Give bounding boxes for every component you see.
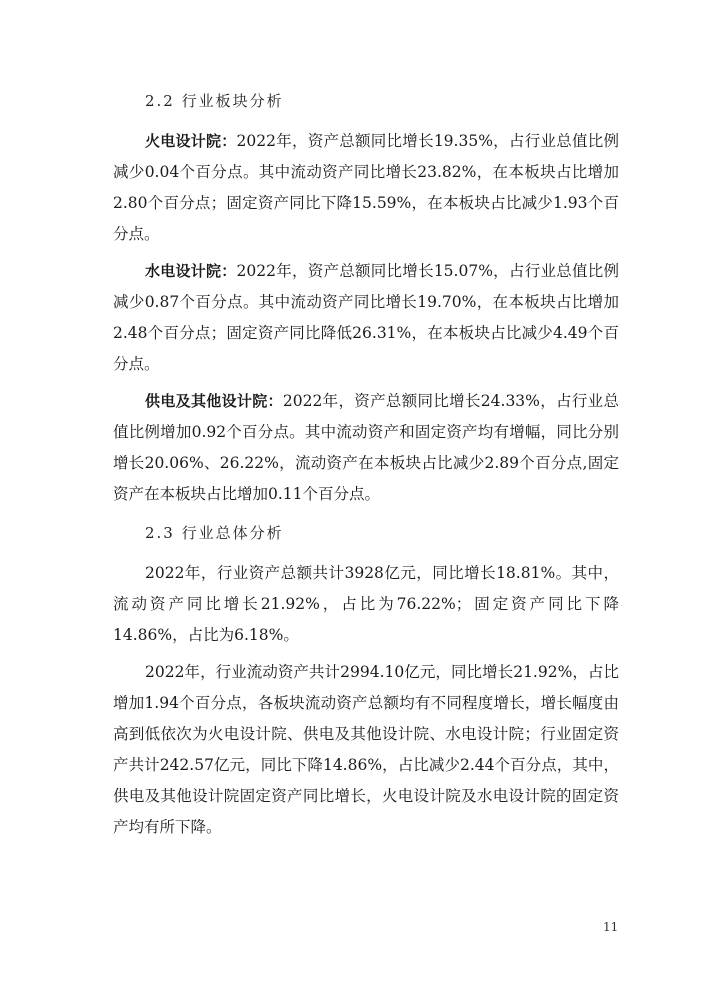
section-heading-sector-analysis: 2.2 行业板块分析	[145, 92, 284, 110]
paragraph-text: 2022年，行业资产总额共计3928亿元，同比增长18.81%。其中，流动资产同比增长21.92%，占比为76.22%；固定资产同比下降14.86%，占比为6.18%。	[113, 564, 619, 644]
paragraph-total-assets	[113, 558, 619, 651]
paragraph-lead: 供电及其他设计院：	[145, 392, 283, 410]
page-number: 11	[603, 920, 619, 934]
paragraph-hydropower	[113, 256, 619, 380]
section-heading-overall-analysis: 2.3 行业总体分析	[145, 524, 284, 542]
paragraph-lead: 火电设计院：	[145, 132, 237, 150]
paragraph-text: 2022年，资产总额同比增长19.35%，占行业总值比例减少0.04个百分点。其中流动资产同比增长23.82%，在本板块占比增加2.80个百分点；固定资产同比下降15.59%，在本板块占比减少1.93个百分点。	[113, 132, 619, 243]
paragraph-text: 2022年，行业流动资产共计2994.10亿元，同比增长21.92%，占比增加1.94个百分点，各板块流动资产总额均有不同程度增长，增长幅度由高到低依次为火电设计院、供电及其他设计院、水电设计院；行业固定资产共计242.57亿元，同比下降14.86%，占比减少2.44个百分点，其中，供电及其他设计院固定资产同比增长，火电设计院及水电设计院的固定资产均有所下降。	[113, 663, 619, 836]
paragraph-current-assets	[113, 657, 619, 843]
paragraph-text: 2022年，资产总额同比增长15.07%，占行业总值比例减少0.87个百分点。其中流动资产同比增长19.70%，在本板块占比增加2.48个百分点；固定资产同比降低26.31%，在本板块占比减少4.49个百分点。	[113, 262, 619, 373]
paragraph-thermal-power	[113, 126, 619, 250]
page-content	[113, 84, 619, 849]
paragraph-lead: 水电设计院：	[145, 262, 237, 280]
paragraph-text: 2022年，资产总额同比增长24.33%，占行业总值比例增加0.92个百分点。其中流动资产和固定资产均有增幅，同比分别增长20.06%、26.22%，流动资产在本板块占比减少2.89个百分点,固定资产在本板块占比增加0.11个百分点。	[113, 392, 619, 503]
paragraph-power-supply	[113, 386, 619, 510]
